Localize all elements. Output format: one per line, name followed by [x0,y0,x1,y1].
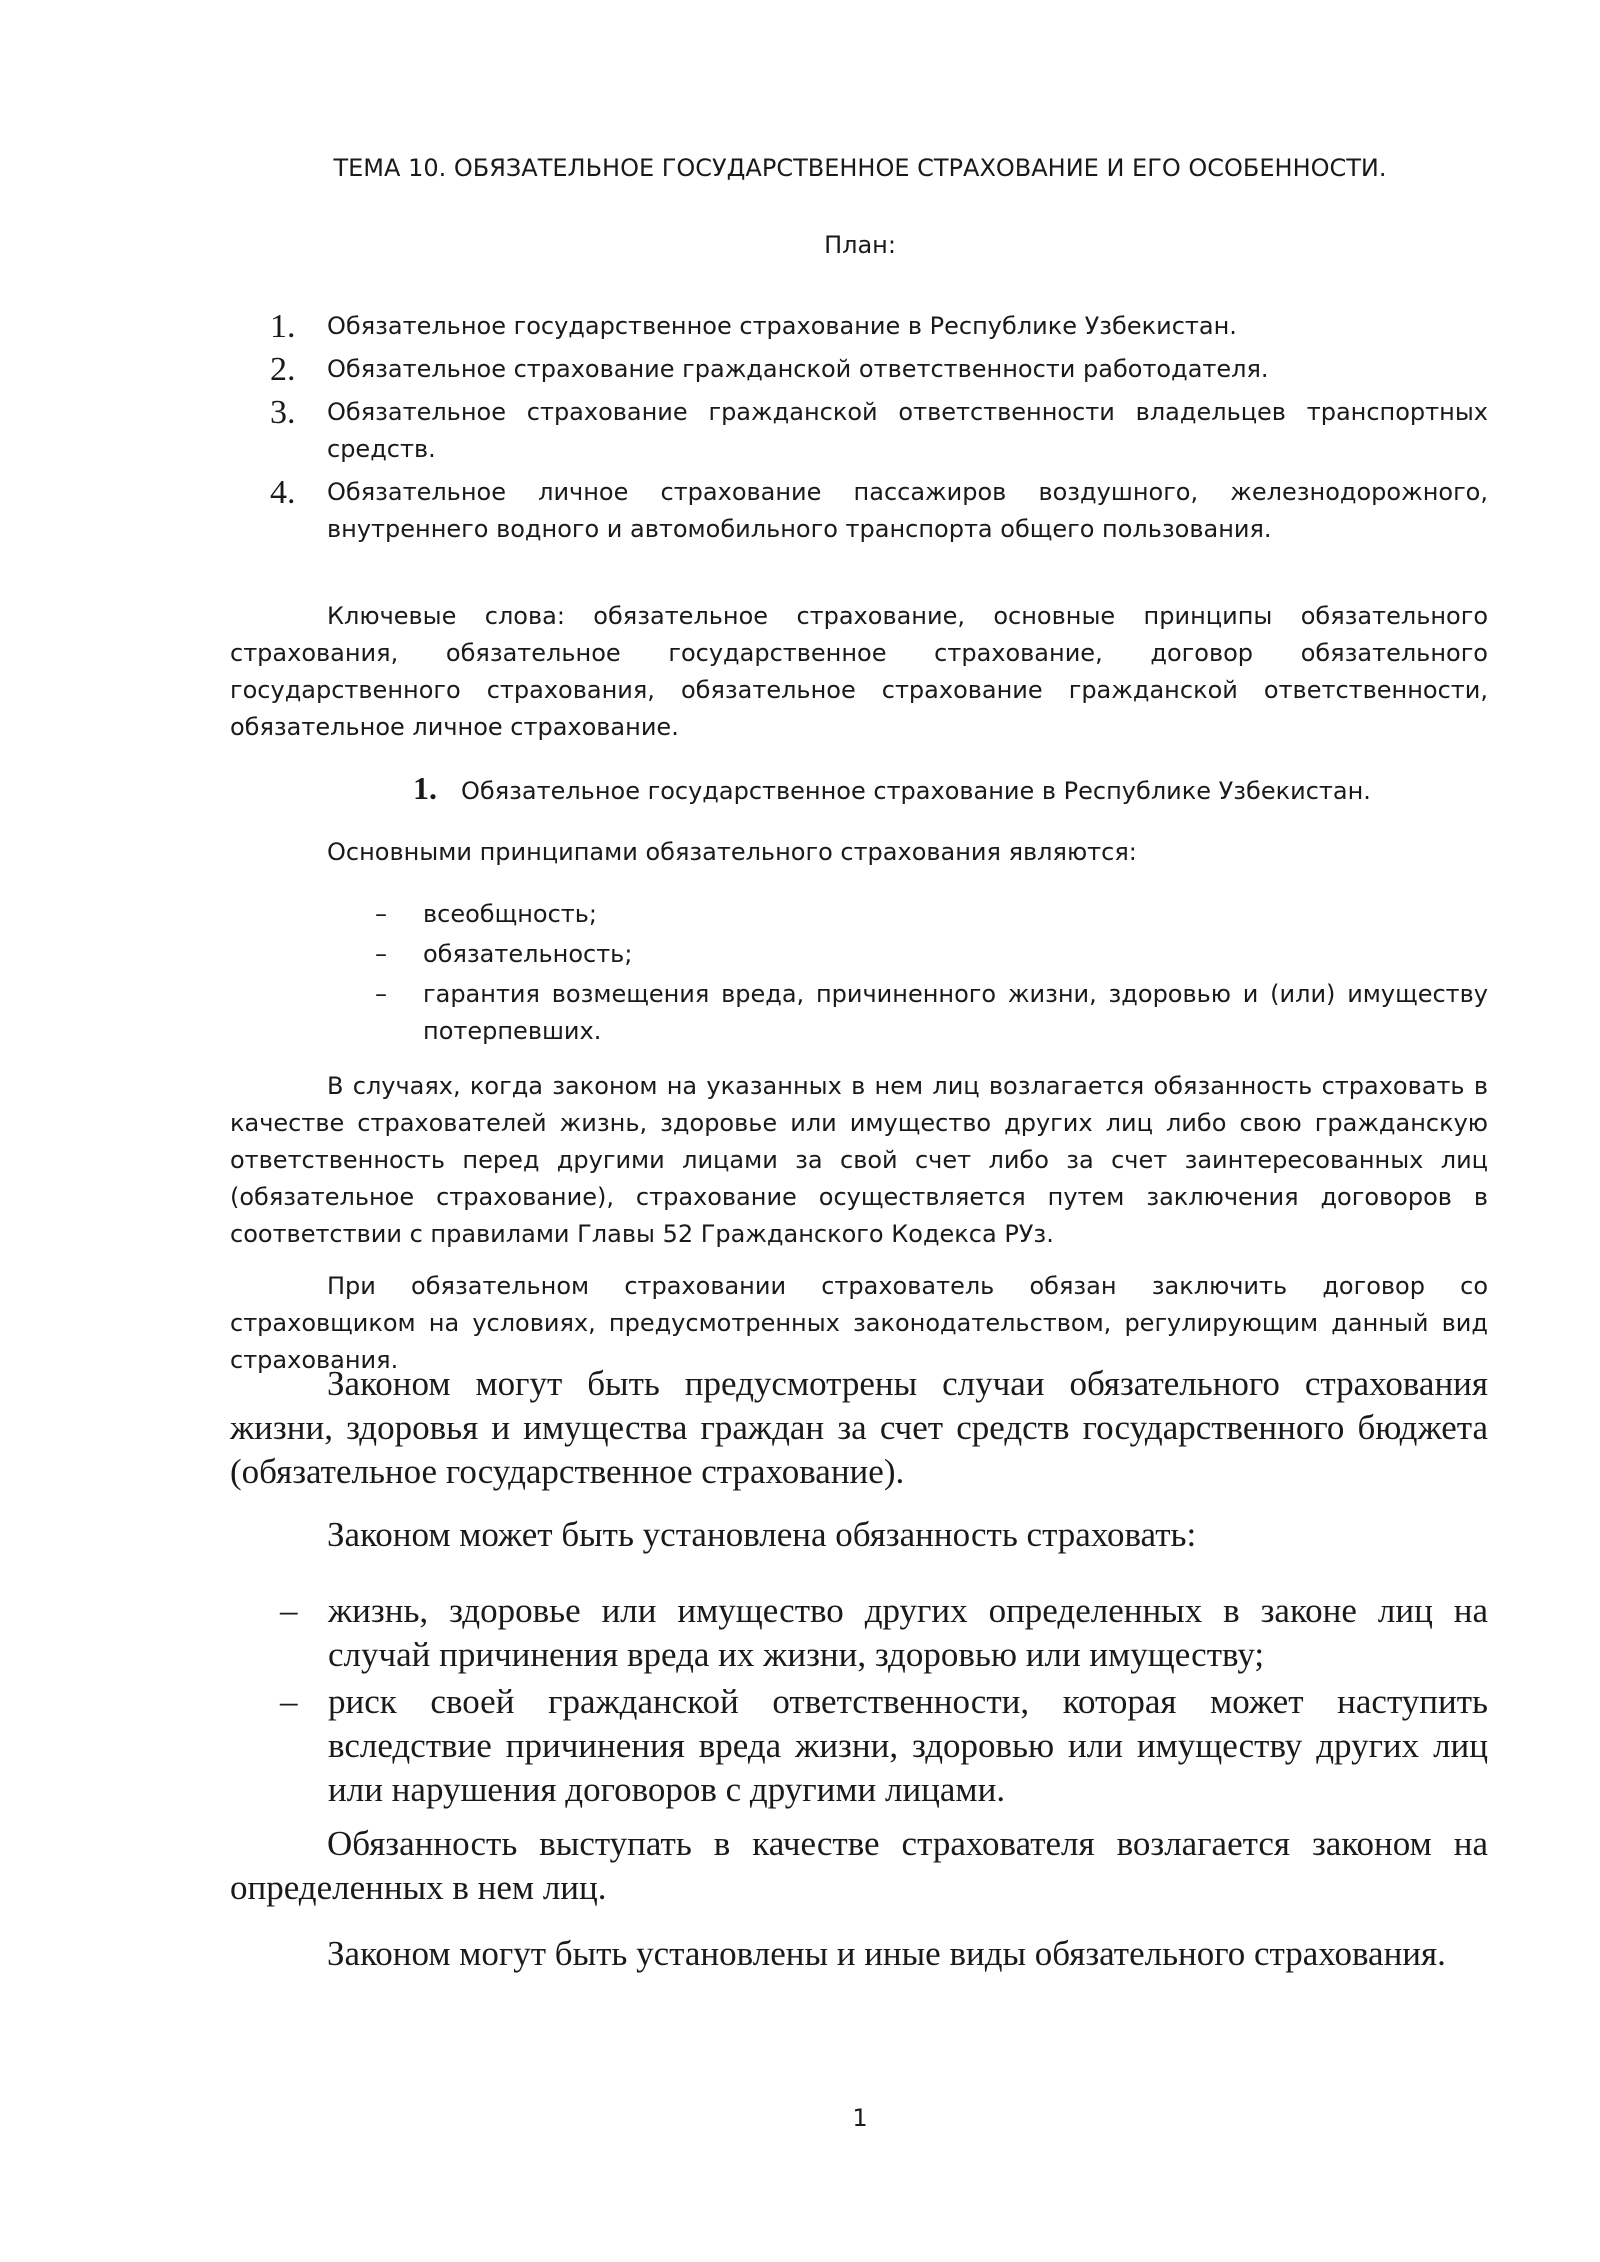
plan-label: План: [824,231,896,259]
dash-bullet-icon: – [280,1682,298,1721]
plan-item-number: 1. [270,308,296,345]
list-item [280,1589,1488,1677]
list-item [375,936,1488,973]
plan-item-number: 2. [270,351,296,388]
section-title: Обязательное государственное страхование в Республике Узбекистан. [461,777,1371,805]
paragraph-insurer: Обязанность выступать в качестве страхователя возлагается законом на определенных в нем лиц. [230,1824,1488,1907]
list-item-text: гарантия возмещения вреда, причиненного жизни, здоровью и (или) имуществу потерпевших. [423,980,1488,1045]
plan-item-text: Обязательное государственное страхование в Республике Узбекистан. [327,312,1237,340]
plan-item [270,308,1488,345]
list-item-text: риск своей гражданской ответственности, которая может наступить вследствие причинения вреда жизни, здоровью или имуществу других лиц или нарушения договоров с другими лицами. [328,1682,1488,1809]
plan-item-number: 4. [270,474,296,511]
list-item [375,896,1488,933]
duty-list [280,1589,1488,1815]
plan-item [270,394,1488,468]
list-item-text: обязательность; [423,940,633,968]
plan-item-text: Обязательное личное страхование пассажиров воздушного, железнодорожного, внутреннего водного и автомобильного транспорта общего пользования. [327,478,1488,543]
list-item [375,976,1488,1050]
dash-bullet-icon: – [375,980,387,1008]
dash-bullet-icon: – [375,900,387,928]
list-item [280,1680,1488,1812]
plan-item [270,351,1488,388]
list-item-text: всеобщность; [423,900,597,928]
principles-list [375,896,1488,1053]
list-item-text: жизнь, здоровье или имущество других определенных в законе лиц на случай причинения вреда их жизни, здоровью или имуществу; [328,1591,1488,1674]
keywords-paragraph: Ключевые слова: обязательное страхование, основные принципы обязательного страхования, обязательное государственное страхование, договор обязательного государственного страхования, обязательное страхование гражданской ответственности, обязательное личное страхование. [230,602,1488,741]
section-heading [413,770,1513,810]
plan-item-text: Обязательное страхование гражданской ответственности работодателя. [327,355,1269,383]
section-number: 1. [413,770,437,806]
paragraph-state-insurance: Законом могут быть предусмотрены случаи обязательного страхования жизни, здоровья и имущества граждан за счет средств государственного бюджета (обязательное государственное страхование). [230,1364,1488,1491]
paragraph-other-types: Законом могут быть установлены и иные виды обязательного страхования. [327,1934,1446,1973]
plan-item-number: 3. [270,394,296,431]
dash-bullet-icon: – [280,1591,298,1630]
dash-bullet-icon: – [375,940,387,968]
page-number: 1 [852,2104,868,2132]
principles-intro: Основными принципами обязательного страхования являются: [327,838,1137,866]
paragraph-duty-intro: Законом может быть установлена обязанность страховать: [327,1515,1197,1554]
plan-list [270,308,1488,554]
plan-item [270,474,1488,548]
plan-item-text: Обязательное страхование гражданской ответственности владельцев транспортных средств. [327,398,1488,463]
document-title: ТЕМА 10. ОБЯЗАТЕЛЬНОЕ ГОСУДАРСТВЕННОЕ СТРАХОВАНИЕ И ЕГО ОСОБЕННОСТИ. [333,154,1387,182]
paragraph-cases: В случаях, когда законом на указанных в нем лиц возлагается обязанность страховать в качестве страхователей жизнь, здоровье или имущество других лиц либо свою гражданскую ответственность перед другими лицами за свой счет либо за счет заинтересованных лиц (обязательное страхование), страхование осуществляется путем заключения договоров в соответствии с правилами Главы 52 Гражданского Кодекса РУз. [230,1072,1488,1248]
paragraph-obliged: При обязательном страховании страхователь обязан заключить договор со страховщиком на условиях, предусмотренных законодательством, регулирующим данный вид страхования. [230,1272,1488,1374]
